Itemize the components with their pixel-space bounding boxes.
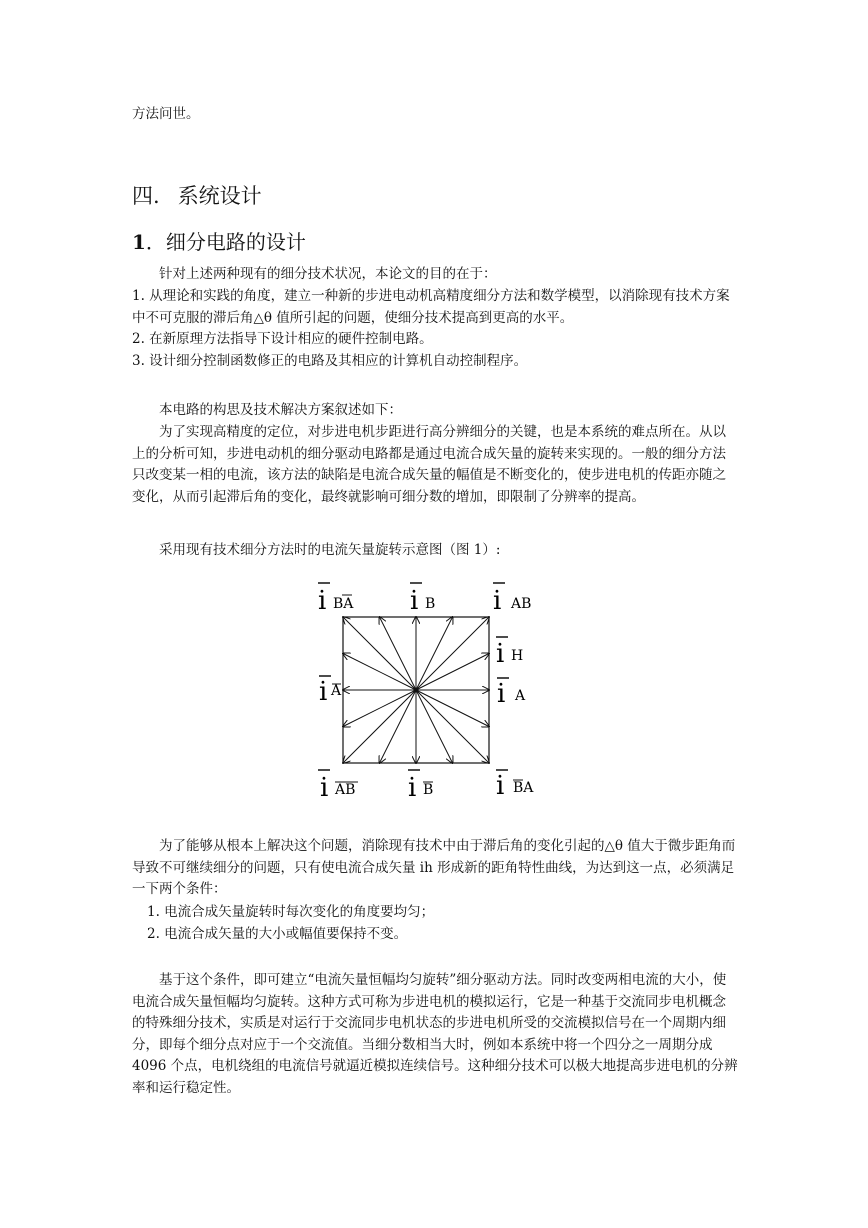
diagram-labels <box>318 583 534 803</box>
svg-text:i: i <box>493 586 502 616</box>
label-i-ab <box>493 583 531 616</box>
method-paragraph: 基于这个条件，即可建立“电流矢量恒幅均匀旋转”细分驱动方法。同时改变两相电流的大小，使电流合成矢量恒幅均匀旋转。这种方式可称为步进电机的模拟运行，它是一种基于交流同步电机概念的特殊细分技术，实质是对运行于交流同步电机状态的步进电机所受的交流模拟信号在一个周期内细分，即每个细分点对应于一个交流值。当细分数相当大时，例如本系统中将一个四分之一周期分成 4096 个点，电机绕组的电流信号就逼近模拟连续信号。这种细分技术可以极大地提高步进电机的分辨率和运行稳定性。 <box>132 972 738 1096</box>
intro-paragraph: 针对上述两种现有的细分技术状况，本论文的目的在于： <box>159 266 497 282</box>
top-text: 方法问世。 <box>132 106 200 122</box>
goal-item: 1. 从理论和实践的角度，建立一种新的步进电动机高精度细分方法和数学模型，以消除现有技术方案中不可克服的滞后角△θ 值所引起的问题，使细分技术提高到更高的水平。 <box>132 288 730 326</box>
svg-text:i: i <box>497 679 506 709</box>
label-i-ba <box>496 770 534 801</box>
vector-arrow <box>416 654 489 691</box>
current-vector-diagram <box>300 572 550 804</box>
svg-text:i: i <box>496 639 505 669</box>
svg-text:A: A <box>515 688 526 704</box>
svg-text:i: i <box>496 771 505 801</box>
svg-text:B: B <box>425 596 436 612</box>
vector-arrow <box>380 690 417 763</box>
vector-arrow <box>343 654 416 691</box>
vector-arrow <box>343 617 416 690</box>
analysis-paragraph: 为了实现高精度的定位，对步进电机步距进行高分辨细分的关键，也是本系统的难点所在。从以上的分析可知，步进电动机的细分驱动电路都是通过电流合成矢量的旋转来实现的。一般的细分方法只改变某一相的电流，该方法的缺陷是电流合成矢量的幅值是不断变化的，使步进电机的传距亦随之变化，从而引起滞后角的变化，最终就影响可细分数的增加，即限制了分辨率的提高。 <box>132 424 726 505</box>
svg-text:A: A <box>331 683 342 699</box>
section-heading <box>132 182 262 210</box>
subsection-number: 1 <box>132 230 146 254</box>
label-i-ba-bar <box>318 583 354 616</box>
svg-text:AB: AB <box>511 596 532 612</box>
svg-text:BA: BA <box>513 780 534 796</box>
goal-item: 3. 设计细分控制函数修正的电路及其相应的计算机自动控制程序。 <box>132 353 528 369</box>
vector-arrow <box>343 690 416 763</box>
svg-text:AB: AB <box>335 782 356 798</box>
vector-arrow <box>416 617 453 690</box>
condition-item: 1. 电流合成矢量旋转时每次变化的角度要均匀； <box>147 904 435 920</box>
svg-text:i: i <box>318 586 327 616</box>
svg-text:i: i <box>320 773 329 803</box>
goal-item: 2. 在新原理方法指导下设计相应的硬件控制电路。 <box>132 331 433 347</box>
vector-arrow <box>416 690 489 763</box>
vector-arrow <box>416 617 489 690</box>
label-i-a <box>497 678 526 709</box>
subsection-title: ．细分电路的设计 <box>145 230 306 254</box>
figure-caption: 采用现有技术细分方法时的电流矢量旋转示意图（图 1）: <box>159 542 501 558</box>
subsection-heading <box>132 228 306 256</box>
svg-text:i: i <box>319 677 328 707</box>
vector-arrow <box>416 690 489 727</box>
vector-rays <box>343 617 489 763</box>
section-title: 系统设计 <box>177 184 262 208</box>
section-number: 四. <box>132 184 160 208</box>
svg-text:H: H <box>511 648 524 664</box>
svg-text:BA: BA <box>333 596 354 612</box>
label-i-ab-bar <box>318 770 358 803</box>
svg-text:B: B <box>423 782 434 798</box>
vector-arrow <box>416 690 453 763</box>
label-i-a-bar <box>319 676 342 707</box>
vector-arrow <box>380 617 417 690</box>
label-i-b <box>410 583 435 616</box>
vector-arrow <box>343 690 416 727</box>
label-i-h <box>496 637 523 669</box>
svg-text:i: i <box>410 586 419 616</box>
label-i-b-bar <box>408 770 433 803</box>
svg-text:i: i <box>408 773 417 803</box>
condition-item: 2. 电流合成矢量的大小或幅值要保持不变。 <box>147 926 408 942</box>
concept-paragraph: 本电路的构思及技术解决方案叙述如下： <box>159 402 402 418</box>
solve-paragraph: 为了能够从根本上解决这个问题，消除现有技术中由于滞后角的变化引起的△θ 值大于微步距角而导致不可继续细分的问题，只有使电流合成矢量 ih 形成新的距角特性曲线，为达到这一点，必须满足一下两个条件： <box>132 838 736 897</box>
